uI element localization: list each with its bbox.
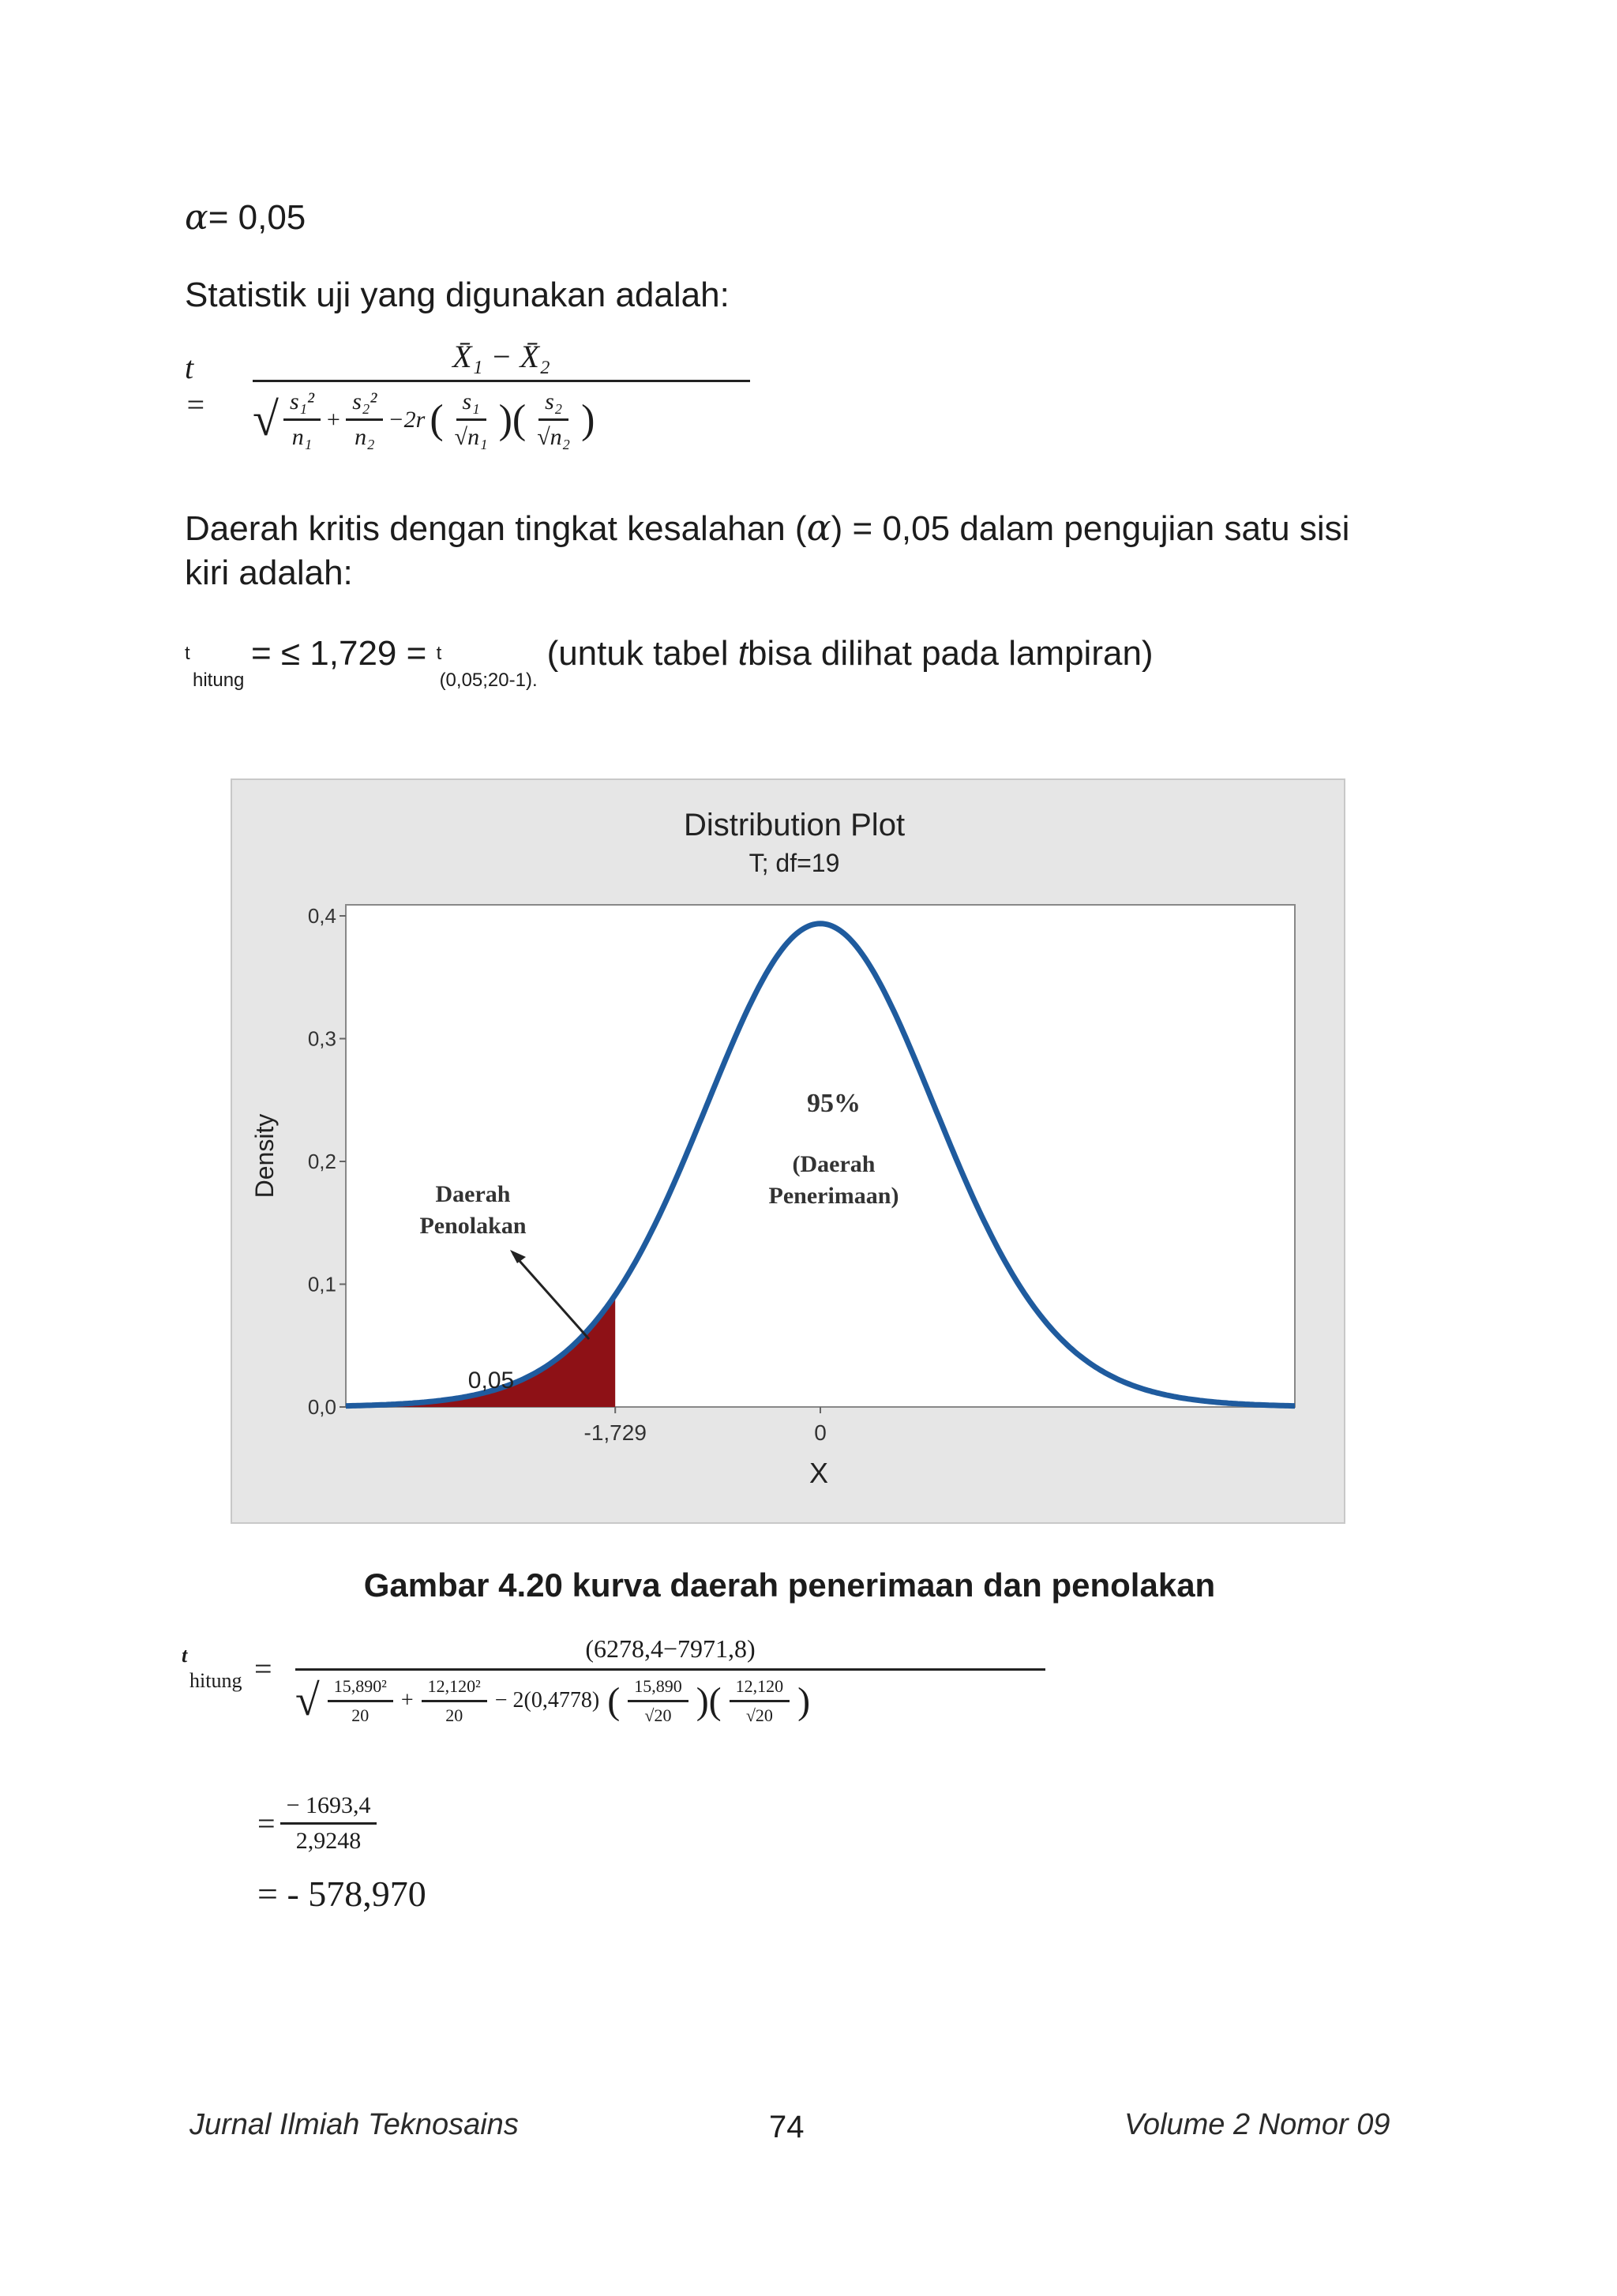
t-table-subscript: (0,05;20-1). — [439, 670, 538, 691]
formula-numerator: X̄₁ − X̄₂ — [253, 338, 750, 382]
distribution-plot-panel — [231, 778, 1345, 1524]
figure-caption: Gambar 4.20 kurva daerah penerimaan dan penolakan — [363, 1566, 1216, 1604]
calc-b-num: 12,120² — [422, 1676, 487, 1702]
formula-denominator: √ $\frac{\text{s₁²}}{\text{n₁}}$ + $\frac{\text{s₂²}}{\text{n₂}}$ −2r ( $\frac{\text{s₁}}{\text{√n₁}}$ )( $\frac{\text{s₂}}{\text{√n₂}}$ ) — [253, 388, 595, 450]
calc-step2-equals: = — [257, 1806, 276, 1841]
x-axis-ticks — [584, 1407, 827, 1445]
alpha-value-line — [185, 196, 306, 240]
calc-step2 — [257, 1792, 377, 1855]
calc-t-symbol: t — [182, 1644, 188, 1667]
critical-text-line2: kiri adalah: — [185, 553, 353, 592]
acceptance-label-1: (Daerah — [792, 1151, 876, 1177]
den-sqrt-n1: √n₁ — [454, 424, 488, 450]
t-note-italic: t — [737, 634, 748, 673]
y-tick-label: 0,0 — [307, 1395, 336, 1419]
den-n1: n₁ — [291, 424, 313, 450]
calc-numerator: (6278,4−7971,8) — [295, 1634, 1045, 1671]
den-n2: n₂ — [355, 424, 375, 450]
rejection-region-label-1: Daerah — [435, 1181, 511, 1207]
t-note-start: (untuk tabel — [546, 634, 738, 673]
page-number: 74 — [769, 2110, 805, 2144]
den-s1sq: s₁² — [283, 388, 321, 421]
calc-d-num: 12,120 — [730, 1676, 790, 1702]
statistic-intro: Statistik uji yang digunakan adalah: — [185, 276, 730, 314]
rejection-area-label: 0,05 — [467, 1367, 515, 1394]
calc-t-subscript: hitung — [189, 1669, 242, 1692]
calc-d-den: √20 — [745, 1705, 773, 1725]
calc-plus: + — [400, 1688, 414, 1713]
calc-result: = - 578,970 — [257, 1874, 426, 1914]
y-axis-ticks — [308, 904, 346, 1419]
den-s1: s₁ — [456, 388, 486, 421]
rejection-region-label-2: Penolakan — [419, 1213, 527, 1239]
den-s2: s₂ — [538, 388, 568, 421]
t-table-symbol: t — [436, 643, 442, 664]
y-tick-label: 0,2 — [307, 1150, 336, 1173]
t-critical-line — [185, 632, 1154, 691]
footer-journal: Jurnal Ilmiah Teknosains — [189, 2108, 519, 2141]
chart-title: Distribution Plot — [683, 808, 906, 842]
t-note-end: bisa dilihat pada lampiran) — [747, 634, 1154, 673]
critical-text-before: Daerah kritis dengan tingkat kesalahan ( — [185, 509, 807, 548]
den-plus: + — [325, 406, 342, 433]
y-axis-label: Density — [250, 1113, 279, 1199]
x-axis-label: X — [808, 1457, 829, 1489]
critical-text-after: ) = 0,05 dalam pengujian satu sisi — [831, 509, 1350, 548]
calc-c-den: √20 — [644, 1705, 672, 1725]
y-tick-label: 0,1 — [307, 1272, 336, 1296]
calc-middle-term: − 2(0,4778) — [494, 1688, 600, 1713]
den-s2sq: s₂² — [346, 388, 383, 421]
acceptance-label-2: Penerimaan) — [768, 1183, 899, 1209]
den-sqrt-n2: √n₂ — [537, 424, 571, 450]
acceptance-percent: 95% — [807, 1089, 861, 1118]
t-critical-value: = ≤ 1,729 = — [251, 634, 427, 673]
calc-a-num: 15,890² — [328, 1676, 393, 1702]
alpha-symbol-2: α — [806, 506, 831, 549]
alpha-value: = 0,05 — [208, 198, 306, 237]
calc-a-den: 20 — [351, 1705, 370, 1725]
sqrt-sign: √ — [253, 393, 279, 445]
den-2r: −2r — [388, 406, 426, 433]
y-tick-label: 0,3 — [307, 1026, 336, 1051]
t-symbol: t — [185, 643, 190, 664]
x-tick-label: 0 — [814, 1420, 827, 1445]
calc-step2-den: 2,9248 — [295, 1828, 362, 1854]
calc-c-num: 15,890 — [628, 1676, 688, 1702]
footer-volume: Volume 2 Nomor 09 — [1124, 2108, 1390, 2141]
calc-equals: = — [254, 1651, 272, 1686]
calc-b-den: 20 — [445, 1705, 463, 1725]
critical-region-text — [185, 505, 1448, 595]
y-tick-label: 0,4 — [307, 904, 336, 928]
t-subscript-hitung: hitung — [193, 670, 245, 691]
alpha-symbol: α — [185, 197, 208, 238]
formula-lhs: t = — [185, 350, 206, 422]
calc-denominator: √ $\frac{\text{15,890²}}{20}$ + $\frac{\text{12,120²}}{20}$ − 2(0,4778) ( $\frac{15,890}{√20}$ )( $\frac{12,120}{√20}$ ) — [295, 1675, 811, 1725]
calc-step2-num: − 1693,4 — [280, 1792, 377, 1825]
chart-subtitle: T; df=19 — [748, 849, 840, 877]
x-tick-label: -1,729 — [583, 1420, 647, 1445]
distribution-plot-chart — [232, 780, 1344, 1522]
